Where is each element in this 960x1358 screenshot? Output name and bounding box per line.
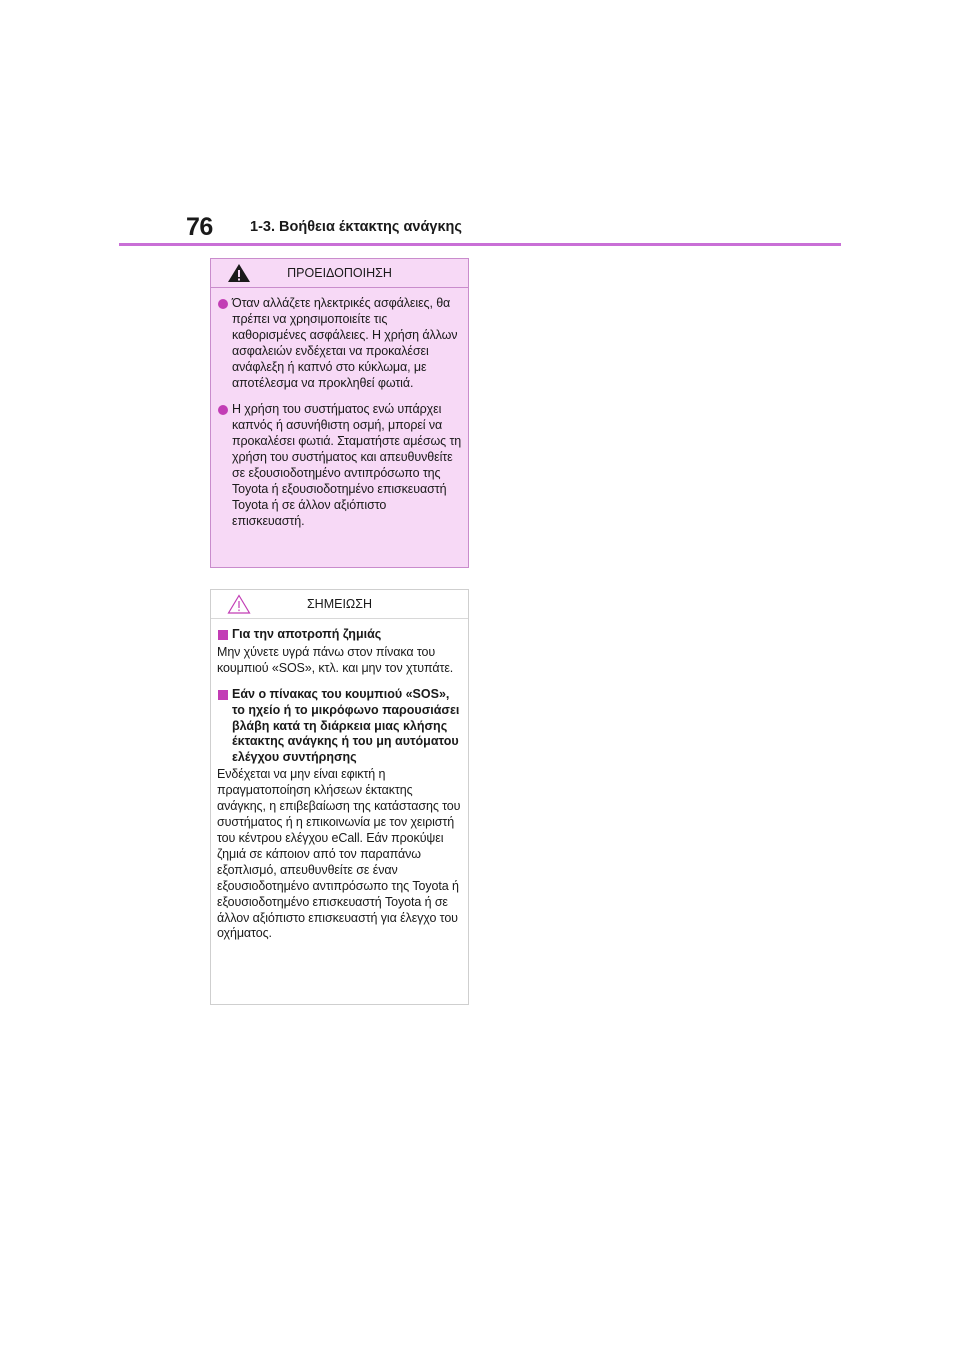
notice-header — [211, 590, 468, 619]
notice-heading-text: Εάν ο πίνακας του κουμπιού «SOS», το ηχείο ή το μικρόφωνο παρουσιάσει βλάβη κατά τη διάρκεια μιας κλήσης έκτακτης ανάγκης ή του μη αυτόματου ελέγχου συντήρησης — [232, 687, 460, 764]
warning-title: ΠΡΟΕΙΔΟΠΟΙΗΣΗ — [287, 266, 392, 280]
notice-title: ΣΗΜΕΙΩΣΗ — [306, 597, 373, 611]
warning-box — [210, 258, 469, 568]
notice-paragraph: Ενδέχεται να μην είναι εφικτή η πραγματοποίηση κλήσεων έκτακτης ανάγκης, η επιβεβαίωση της κατάστασης του συστήματος ή η επικοινωνία με τον χειριστή του κέντρου ελέγχου eCall. Εάν προκύψει ζημιά σε κάποιον από τον παραπάνω εξοπλισμό, απευθυνθείτε σε έναν εξουσιοδοτημένο αντιπρόσωπο της Toyota ή εξουσιοδοτημένο επισκευαστή Toyota ή σε άλλον αξιόπιστο επισκευαστή για έλεγχο του οχήματος. — [217, 767, 461, 941]
warning-header — [211, 259, 468, 288]
notice-paragraph: Μην χύνετε υγρά πάνω στον πίνακα του κουμπιού «SOS», κτλ. και μην τον χτυπάτε. — [217, 644, 454, 675]
warning-icon — [227, 263, 251, 283]
header-rule — [119, 243, 841, 246]
warning-item-text: Όταν αλλάζετε ηλεκτρικές ασφάλειες, θα πρέπει να χρησιμοποιείτε τις καθορισμένες ασφάλειες. Η χρήση άλλων ασφαλειών ενδέχεται να προκαλέσει ανάφλεξη ή καπνό στο κύκλωμα, με αποτέλεσμα να προκληθεί φωτιά. — [232, 296, 458, 390]
page-number: 76 — [186, 213, 213, 241]
bullet-square — [218, 630, 228, 640]
notice-body — [211, 619, 468, 942]
notice-icon — [227, 594, 251, 614]
bullet-square — [218, 690, 228, 700]
section-title: 1-3. Βοήθεια έκτακτης ανάγκης — [250, 219, 462, 235]
warning-item — [217, 296, 462, 391]
notice-heading — [217, 687, 463, 765]
notice-heading — [217, 627, 463, 643]
bullet-dot — [218, 405, 228, 415]
notice-box — [210, 589, 469, 1005]
warning-item — [217, 402, 462, 529]
warning-body — [211, 288, 468, 530]
notice-heading-text: Για την αποτροπή ζημιάς — [232, 627, 382, 641]
bullet-dot — [218, 299, 228, 309]
warning-item-text: Η χρήση του συστήματος ενώ υπάρχει καπνός ή ασυνήθιστη οσμή, μπορεί να προκαλέσει φωτιά. Σταματήστε αμέσως τη χρήση του συστήματος και απευθυνθείτε σε εξουσιοδοτημένο αντιπρόσωπο της Toyota ή εξουσιοδοτημένο επισκευαστή Toyota ή σε άλλον αξιόπιστο επισκευαστή. — [232, 402, 462, 528]
